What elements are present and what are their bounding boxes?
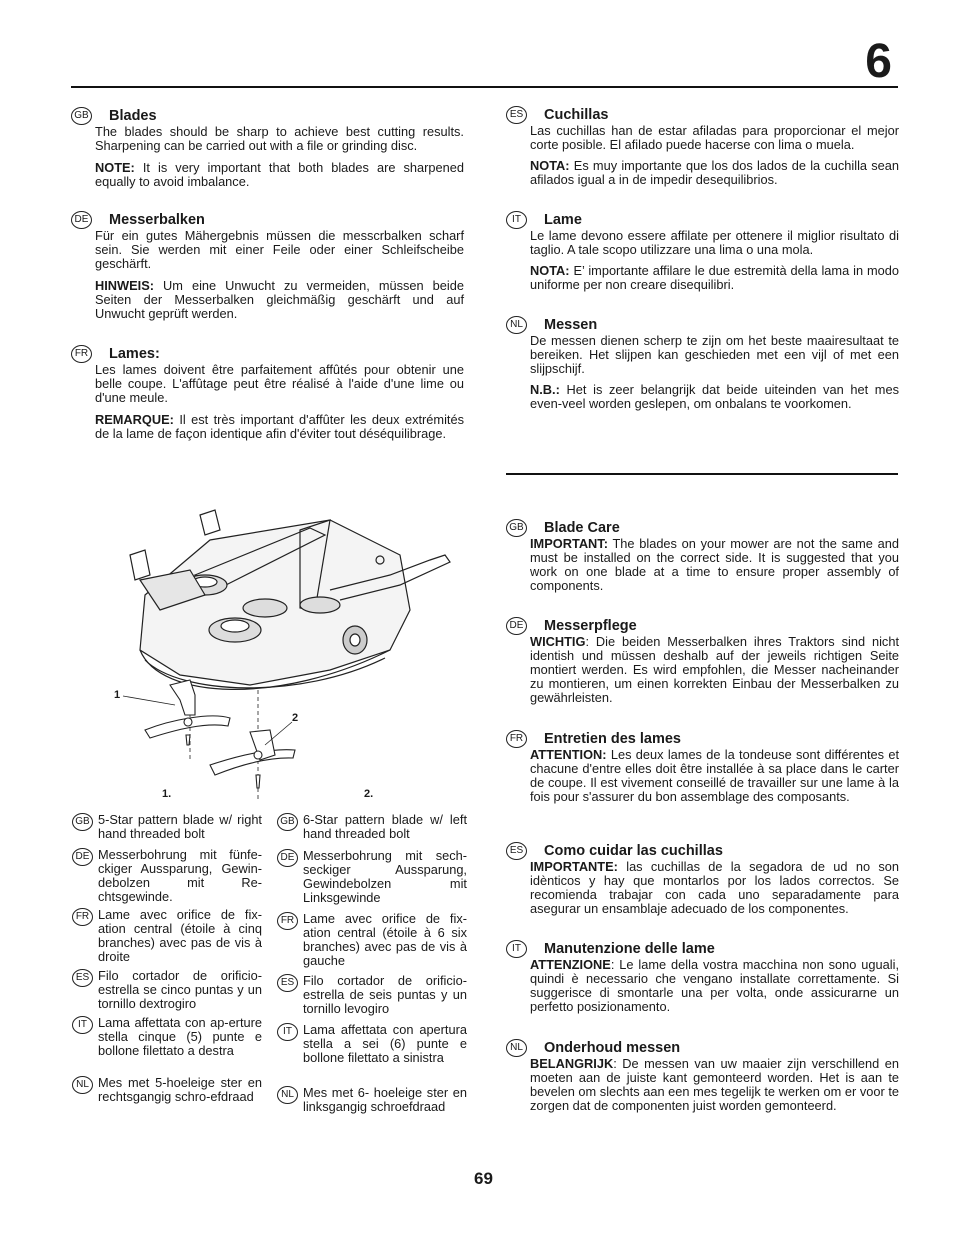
care-label: ATTENTION: xyxy=(530,747,607,762)
right-divider xyxy=(506,473,898,475)
section-body xyxy=(530,635,899,705)
caption-marker-1: 1. xyxy=(162,788,172,800)
section-title: Messen xyxy=(544,317,598,333)
caption-text: Lama affettata con apertura stella a sei (6) punte e bollone filettato a sinistra xyxy=(303,1022,467,1065)
caption-text: 6-Star pattern blade w/ left hand threaded bolt xyxy=(303,812,467,841)
lang-badge: GB xyxy=(277,813,298,831)
caption-text: Lame avec orifice de fix-ation central (étoile à cinq branches) avec pas de vis à droite xyxy=(98,907,262,964)
section-note xyxy=(530,159,899,187)
section-title: Cuchillas xyxy=(544,107,609,123)
section-note xyxy=(530,264,899,292)
lang-badge: IT xyxy=(506,940,527,958)
section-note xyxy=(95,279,464,321)
section-body: The blades should be sharp to achieve best cutting results. Sharpening can be carried out with a file or grinding disc. xyxy=(95,124,464,153)
section-body xyxy=(530,537,899,593)
note-label: NOTA: xyxy=(530,158,570,173)
section-body: Las cuchillas han de estar afiladas para proporcionar el mejor corte posible. El afilado puede hacerse con lima o muela. xyxy=(530,123,899,152)
section-body: Les lames doivent être parfaitement affûtés pour obtenir une belle coupe. L'affûtage peut être réalisé à l'aide d'une lime ou d'une meule. xyxy=(95,362,464,405)
care-label: ATTENZIONE xyxy=(530,957,611,972)
section-body xyxy=(530,860,899,916)
section-note xyxy=(95,413,464,441)
note-label: REMARQUE: xyxy=(95,412,174,427)
section-body: Le lame devono essere affilate per ottenere il miglior risultato di taglio. A tale scopo utilizzare una lima o una mola. xyxy=(530,228,899,257)
section-title: Blades xyxy=(109,108,157,124)
caption-text: Mes met 6- hoeleige ster en linksgangig schroefdraad xyxy=(303,1085,467,1114)
note-text: Um eine Unwucht zu vermeiden, müssen beide Seiten der Messerbalken gleichmäßig geschärft und auf Unwucht geprüft werden. xyxy=(95,278,464,321)
section-title: Onderhoud messen xyxy=(544,1040,681,1056)
lang-badge: GB xyxy=(506,519,527,537)
lang-badge: FR xyxy=(277,912,298,930)
section-title: Messerpflege xyxy=(544,618,637,634)
note-label: HINWEIS: xyxy=(95,278,155,293)
lang-badge: NL xyxy=(72,1076,93,1094)
section-title: Blade Care xyxy=(544,520,620,536)
lang-badge: NL xyxy=(277,1086,298,1104)
lang-badge: GB xyxy=(71,107,92,125)
top-divider xyxy=(71,86,898,88)
lang-badge: IT xyxy=(277,1023,298,1041)
section-title: Entretien des lames xyxy=(544,731,681,747)
lang-badge: ES xyxy=(72,969,93,987)
section-title: Manutenzione delle lame xyxy=(544,941,715,957)
note-text: It is very important that both blades are sharpened equally to avoid imbalance. xyxy=(95,160,464,189)
section-title: Lames: xyxy=(109,346,160,362)
section-title: Messerbalken xyxy=(109,212,205,228)
section-note xyxy=(95,161,464,189)
lang-badge: ES xyxy=(506,106,527,124)
lang-badge: FR xyxy=(72,908,93,926)
lang-badge: DE xyxy=(71,211,92,229)
lang-badge: DE xyxy=(506,617,527,635)
caption-text: Messerbohrung mit sech-seckiger Aussparung, Gewindebolzen mit Linksgewinde xyxy=(303,848,467,905)
section-body: De messen dienen scherp te zijn om het beste maairesultaat te bereiken. Het slijpen kan geschieden met een vijl of met een slijpschijf. xyxy=(530,333,899,376)
note-label: NOTA: xyxy=(530,263,570,278)
note-text: Es muy importante que los dos lados de la cuchilla sean afilados igual a in de impedir desequilibrios. xyxy=(530,158,899,187)
lang-badge: IT xyxy=(72,1016,93,1034)
caption-text: Filo cortador de orificio-estrella se cinco puntas y un tornillo dextrogiro xyxy=(98,968,262,1011)
care-text: : Le lame della vostra macchina non sono uguali, quindi è necessario che vengano installate correttamente. Si suggerisce di smontarle una per volta, onde assicurarne un perfetto posizionamento. xyxy=(530,957,899,1014)
care-text: Les deux lames de la tondeuse sont différentes et chacune d'entre elles doit être installée à sa place dans le carter de coupe. Il est vivement conseillé de travailler sur une lame à la fois pour s'assurer du bon assemblage des composants. xyxy=(530,747,899,804)
lang-badge: GB xyxy=(72,813,93,831)
care-text: las cuchillas de la segadora de ud no son idènticos y hay que montarlos por los lados correctos. Se recomienda trabajar con cada uno separadamente para asegurar un ensamblaje adecuado de los componentes. xyxy=(530,859,899,916)
lang-badge: DE xyxy=(277,849,298,867)
note-text: Il est très important d'affûter les deux extrémités de la lame de façon identique afin d'éviter tout déséquilibrage. xyxy=(95,412,464,441)
lang-badge: FR xyxy=(71,345,92,363)
caption-text: Lame avec orifice de fix-ation central (étoile à 6 six branches) avec pas de vis à gauche xyxy=(303,911,467,968)
section-title: Lame xyxy=(544,212,582,228)
care-label: BELANGRIJK xyxy=(530,1056,614,1071)
care-label: IMPORTANT: xyxy=(530,536,608,551)
note-text: E’ importante affilare le due estremità della lama in modo uniforme per non creare disequilibri. xyxy=(530,263,899,292)
callout-1: 1 xyxy=(114,689,121,701)
note-label: NOTE: xyxy=(95,160,135,175)
callout-2: 2 xyxy=(292,712,299,724)
care-label: WICHTIG xyxy=(530,634,586,649)
caption-text: Messerbohrung mit fünfe-ckiger Aussparung, Gewin-debolzen mit Re-chtsgewinde. xyxy=(98,847,262,904)
note-label: N.B.: xyxy=(530,382,560,397)
lang-badge: FR xyxy=(506,730,527,748)
care-label: IMPORTANTE: xyxy=(530,859,618,874)
section-note xyxy=(530,383,899,411)
caption-marker-2: 2. xyxy=(364,788,374,800)
lang-badge: NL xyxy=(506,316,527,334)
lang-badge: ES xyxy=(277,974,298,992)
mower-deck-drawing xyxy=(100,500,480,810)
caption-text: Mes met 5-hoeleige ster en rechtsgangig schro-efdraad xyxy=(98,1075,262,1104)
caption-text: Filo cortador de orificio-estrella de seis puntas y un tornillo levogiro xyxy=(303,973,467,1016)
section-title: Como cuidar las cuchillas xyxy=(544,843,723,859)
care-text: : Die beiden Messerbalken ihres Traktors sind nicht identish und müssen deshalb auf der jeweils richtigen Seite montiert werden. Es wird empfohlen, die Messer nacheinander zu montieren, um einen korrekten Einbau der Messerbalken zu gewährleisten. xyxy=(530,634,899,705)
lang-badge: DE xyxy=(72,848,93,866)
caption-text: Lama affettata con ap-erture stella cinque (5) punte e bollone filettato a destra xyxy=(98,1015,262,1058)
note-text: Het is zeer belangrijk dat beide uiteinden van het mes even-veel worden geslepen, om onbalans te voorkomen. xyxy=(530,382,899,411)
section-body xyxy=(530,1057,899,1113)
lang-badge: ES xyxy=(506,842,527,860)
caption-text: 5-Star pattern blade w/ right hand threaded bolt xyxy=(98,812,262,841)
lang-badge: IT xyxy=(506,211,527,229)
chapter-number: 6 xyxy=(865,35,892,88)
section-body xyxy=(530,958,899,1014)
section-body: Für ein gutes Mähergebnis müssen die messcrbalken scharf sein. Sie werden mit einer Feile oder einer Schleifscheibe geschärft. xyxy=(95,228,464,271)
page-number: 69 xyxy=(474,1169,493,1188)
care-text: : De messen van uw maaier zijn verschillend en moeten aan de juiste kant gemonteerd worden. Het is aan te bevelen om slechts aan een mes tegelijk te werken om er voor te zorgen dat de componenten juist worden gemonteerd. xyxy=(530,1056,899,1113)
mower-deck-illustration xyxy=(100,500,480,810)
lang-badge: NL xyxy=(506,1039,527,1057)
care-text: The blades on your mower are not the same and must be installed on the correct side. It is suggested that you work on one blade at a time to ensure proper assembly of components. xyxy=(530,536,899,593)
section-body xyxy=(530,748,899,804)
